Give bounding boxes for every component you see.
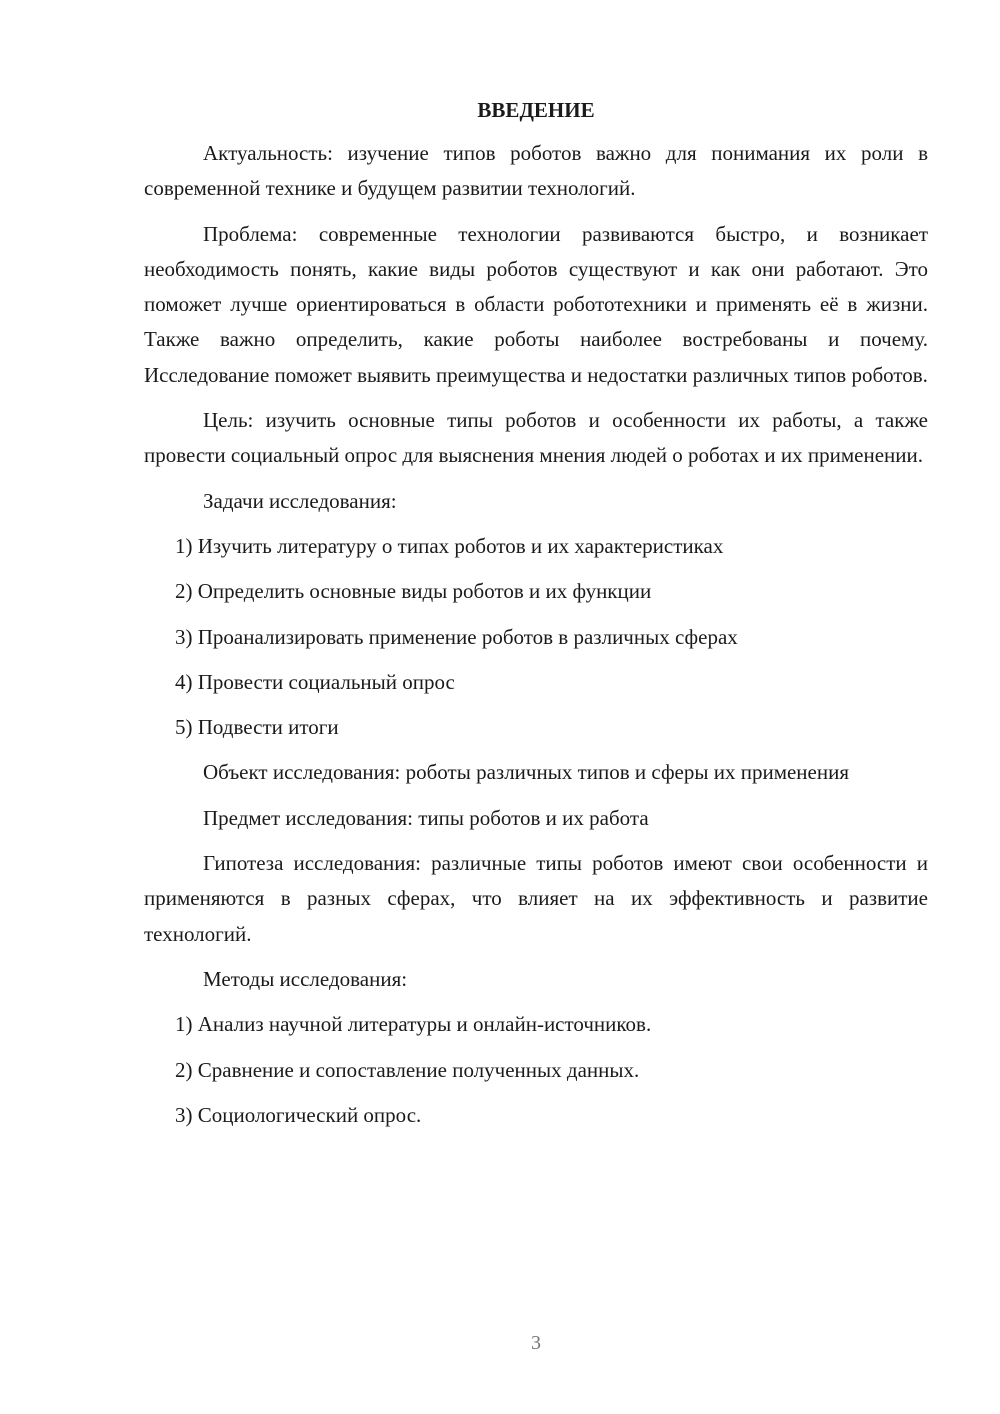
section-title: ВВЕДЕНИЕ: [477, 98, 595, 122]
document-page: [144, 95, 928, 1143]
list-item: 3) Социологический опрос.: [175, 1102, 422, 1127]
list-item: 2) Определить основные виды роботов и их функции: [175, 579, 652, 604]
list-item: 5) Подвести итоги: [175, 715, 339, 740]
methods-list: [144, 1007, 928, 1133]
relevance-paragraph: Актуальность: изучение типов роботов важно для понимания их роли в современной технике и будущем развитии технологий.: [144, 141, 928, 201]
list-item: 2) Сравнение и сопоставление полученных данных.: [175, 1057, 640, 1082]
methods-heading: Методы исследования:: [203, 966, 408, 991]
object-paragraph: Объект исследования: роботы различных типов и сферы их применения: [203, 760, 850, 785]
list-item: 1) Изучить литературу о типах роботов и их характеристиках: [175, 533, 724, 558]
list-item: 3) Проанализировать применение роботов в различных сферах: [175, 624, 738, 649]
problem-paragraph: Проблема: современные технологии развиваются быстро, и возникает необходимость понять, какие виды роботов существуют и как они работают. Это поможет лучше ориентироваться в области робототехники и применять её в жизни. Также важно определить, какие роботы наиболее востребованы и почему. Исследование поможет выявить преимущества и недостатки различных типов роботов.: [144, 221, 928, 387]
tasks-list: [144, 529, 928, 745]
tasks-heading: Задачи исследования:: [203, 488, 397, 513]
page-number: 3: [531, 1332, 541, 1354]
subject-paragraph: Предмет исследования: типы роботов и их работа: [203, 805, 649, 830]
list-item: 1) Анализ научной литературы и онлайн-источников.: [175, 1012, 652, 1037]
hypothesis-paragraph: Гипотеза исследования: различные типы роботов имеют свои особенности и применяются в разных сферах, что влияет на их эффективность и развитие технологий.: [144, 851, 928, 946]
goal-paragraph: Цель: изучить основные типы роботов и особенности их работы, а также провести социальный опрос для выяснения мнения людей о роботах и их применении.: [144, 408, 928, 468]
list-item: 4) Провести социальный опрос: [175, 669, 455, 694]
